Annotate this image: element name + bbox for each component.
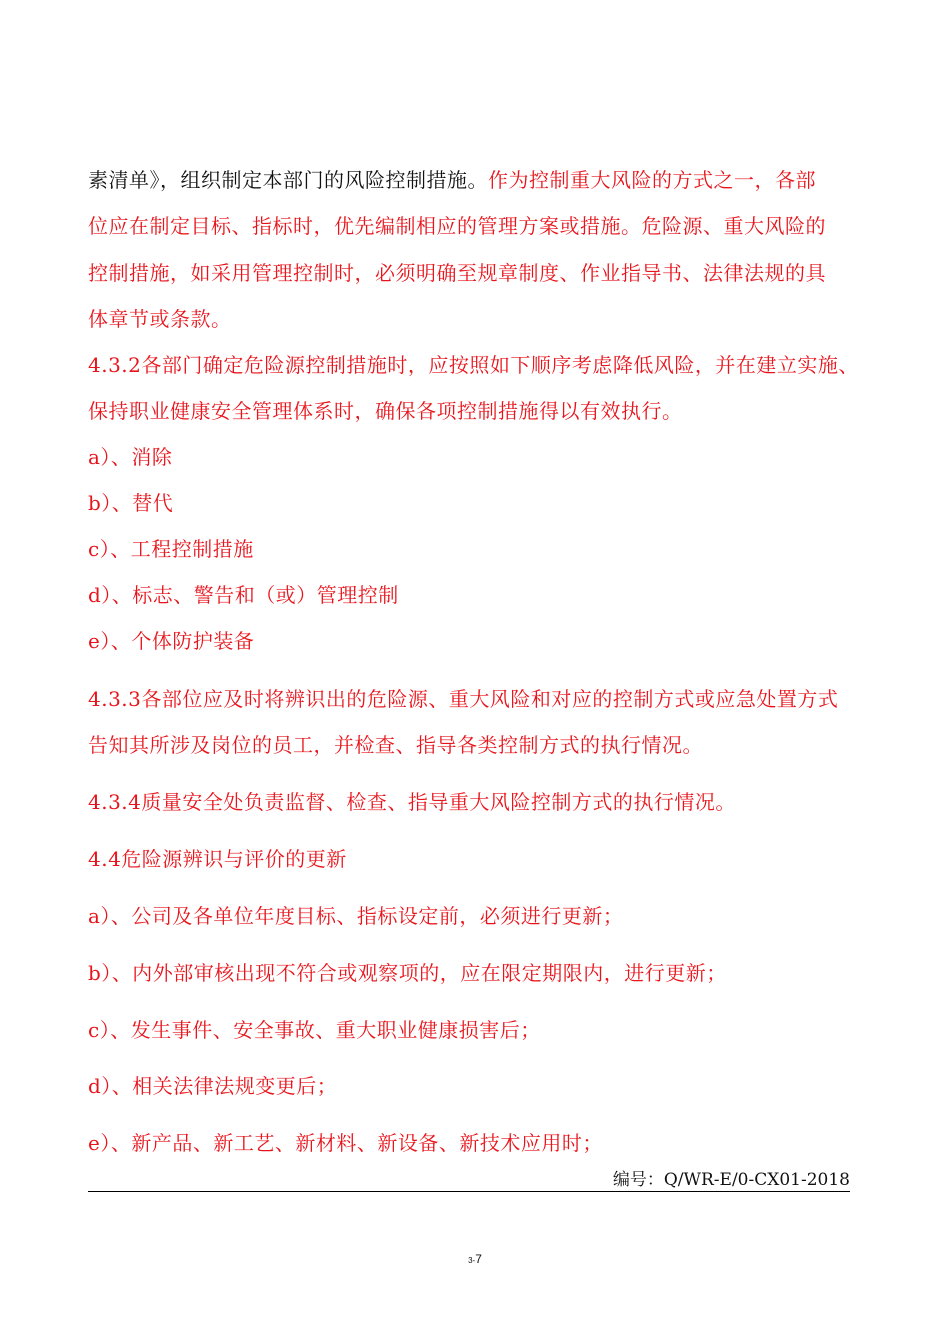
- section-4-3-3-line2: 告知其所涉及岗位的员工，并检查、指导各类控制方式的执行情况。: [88, 733, 703, 757]
- paragraph-line: 位应在制定目标、指标时，优先编制相应的管理方案或措施。危险源、重大风险的: [88, 214, 826, 238]
- section-4-3-2-line1: 4.3.2各部门确定危险源控制措施时，应按照如下顺序考虑降低风险，并在建立实施、: [88, 353, 859, 377]
- list-item: e）、新产品、新工艺、新材料、新设备、新技术应用时；: [88, 1131, 603, 1155]
- list-item: c）、发生事件、安全事故、重大职业健康损害后；: [88, 1018, 541, 1042]
- paragraph-line: 体章节或条款。: [88, 307, 232, 331]
- section-4-3-4-line1: 4.3.4质量安全处负责监督、检查、指导重大风险控制方式的执行情况。: [88, 790, 736, 814]
- page-number-value: 7: [475, 1252, 482, 1266]
- list-item: b）、内外部审核出现不符合或观察项的，应在限定期限内，进行更新；: [88, 961, 727, 985]
- document-code: 编号：Q/WR-E/0-CX01-2018: [612, 1170, 850, 1190]
- section-4-3-2-line2: 保持职业健康安全管理体系时，确保各项控制措施得以有效执行。: [88, 399, 683, 423]
- list-item: b）、替代: [88, 491, 174, 515]
- list-item: a）、公司及各单位年度目标、指标设定前，必须进行更新；: [88, 904, 624, 928]
- text-red-segment: 作为控制重大风险的方式之一，各部: [488, 168, 816, 192]
- list-item: a）、消除: [88, 445, 173, 469]
- page-number-prefix: 3-: [468, 1256, 476, 1265]
- list-item: d）、标志、警告和（或）管理控制: [88, 583, 399, 607]
- section-4-3-3-line1: 4.3.3各部位应及时将辨识出的危险源、重大风险和对应的控制方式或应急处置方式: [88, 687, 839, 711]
- paragraph-line: [88, 166, 816, 194]
- text-black-segment: 素清单》，组织制定本部门的风险控制措施。: [88, 168, 488, 192]
- list-item: e）、个体防护装备: [88, 629, 255, 653]
- footer-divider: [88, 1191, 850, 1192]
- page-number: [0, 1252, 950, 1266]
- section-4-4-title: 4.4危险源辨识与评价的更新: [88, 847, 347, 871]
- list-item: c）、工程控制措施: [88, 537, 254, 561]
- list-item: d）、相关法律法规变更后；: [88, 1074, 338, 1098]
- paragraph-line: 控制措施，如采用管理控制时，必须明确至规章制度、作业指导书、法律法规的具: [88, 261, 826, 285]
